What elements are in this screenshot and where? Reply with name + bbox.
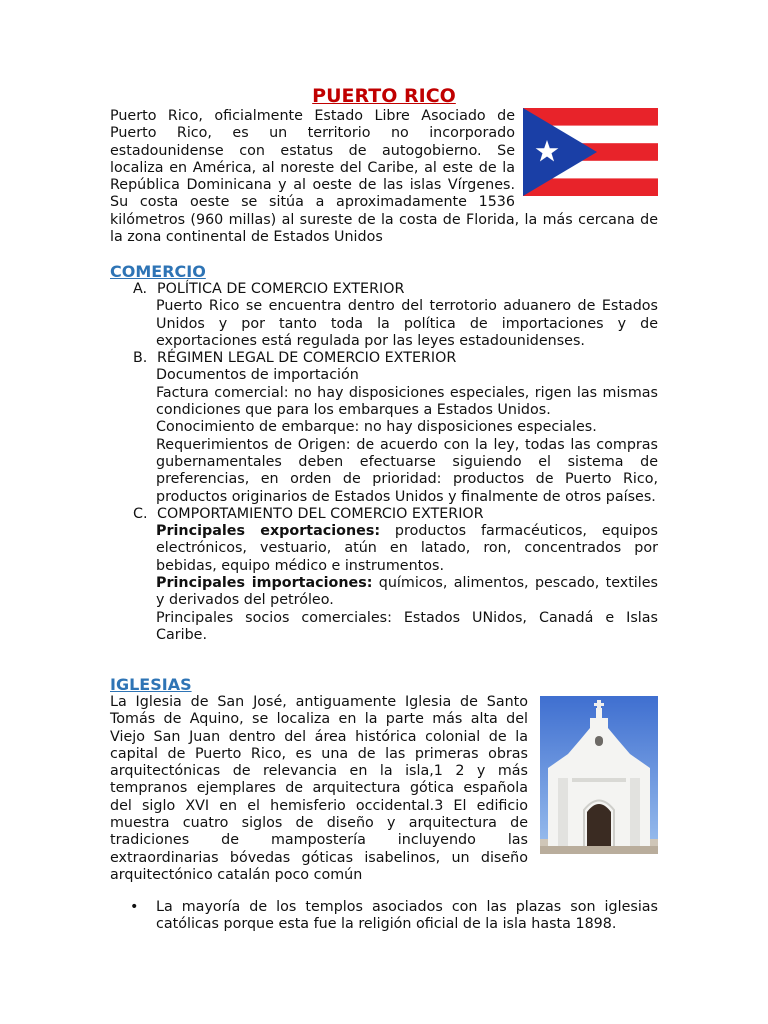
section-a-paragraph: Puerto Rico se encuentra dentro del terrotorio aduanero de Estados Unidos y por tanto toda la política de importaciones y de exportaciones está regulada por las leyes estadounidenses.: [156, 298, 658, 349]
section-c-title: [110, 506, 658, 523]
church-photo-image: [540, 696, 658, 854]
section-b-paragraph-3: Conocimiento de embarque: no hay disposiciones especiales.: [156, 419, 597, 436]
section-b-paragraph-1: Documentos de importación: [156, 367, 359, 384]
iglesias-bullet-item: [110, 899, 658, 934]
page-title: PUERTO RICO: [312, 85, 456, 107]
section-b-paragraph-4: Requerimientos de Origen: de acuerdo con la ley, todas las compras gubernamentales deben efectuarse siguiendo el sistema de preferencias, en orden de prioridad: productos de Puerto Rico, productos originarios de Estados Unidos y finalmente de otros países.: [156, 436, 658, 505]
imports-paragraph: [110, 575, 658, 610]
partners-paragraph: Principales socios comerciales: Estados UNidos, Canadá e Islas Caribe.: [156, 609, 658, 643]
exports-paragraph: [110, 523, 658, 575]
section-b-title: [110, 350, 658, 367]
section-a-heading: POLÍTICA DE COMERCIO EXTERIOR: [157, 281, 405, 297]
section-a-title: [110, 281, 658, 298]
bullet-dot-icon: •: [130, 899, 139, 915]
section-b-heading: RÉGIMEN LEGAL DE COMERCIO EXTERIOR: [157, 350, 457, 367]
exports-label: Principales exportaciones:: [156, 523, 381, 540]
intro-block: [110, 108, 658, 246]
puerto-rico-flag-image: [523, 108, 658, 196]
iglesias-block: [110, 694, 658, 884]
section-c-heading: COMPORTAMIENTO DEL COMERCIO EXTERIOR: [157, 505, 484, 522]
iglesias-heading: IGLESIAS: [110, 675, 192, 694]
imports-label: Principales importaciones:: [156, 575, 373, 592]
comercio-sections: [110, 281, 658, 644]
bullet-text: La mayoría de los templos asociados con las plazas son iglesias católicas porque esta fue la religión oficial de la isla hasta 1898.: [156, 899, 658, 933]
iglesias-paragraph: La Iglesia de San José, antiguamente Iglesia de Santo Tomás de Aquino, se localiza en la parte más alta del Viejo San Juan dentro del área histórica colonial de la capital de Puerto Rico, es una de las primeras obras arquitectónicas de relevancia en la isla,1 2 y más tempranos ejemplares de arquitectura gótica española del siglo XVI en el hemisferio occidental.3 El edificio muestra cuatro siglos de diseño y arquitectura de tradiciones de mampostería incluyendo las extraordinarias bóvedas góticas isabelinos, un diseño arquitectónico catalán poco común: [110, 694, 528, 883]
section-c-letter: C.: [133, 505, 148, 522]
section-b-letter: B.: [133, 350, 148, 367]
intro-paragraph: Puerto Rico, oficialmente Estado Libre Asociado de Puerto Rico, es un territorio no incorporado estadounidense con estatus de autogobierno. Se localiza en América, al noreste del Caribe, al este de la República Dominicana y al oeste de las islas Vírgenes. Su costa oeste se sitúa a aproximadamente 1536 kilómetros (960 millas) al sureste de la costa de Florida, la más cercana de la zona continental de Estados Unidos: [110, 108, 658, 246]
section-a-letter: A.: [133, 281, 148, 297]
comercio-heading: COMERCIO: [110, 262, 206, 281]
section-b-paragraph-2: Factura comercial: no hay disposiciones especiales, rigen las mismas condiciones que para los embarques a Estados Unidos.: [156, 384, 658, 419]
imports-text: químicos, alimentos, pescado, textiles y derivados del petróleo.: [156, 575, 659, 609]
exports-text: productos farmacéuticos, equipos electrónicos, vestuario, atún en latado, ron, concentrados por bebidas, equipo médico e instrumentos.: [156, 523, 659, 574]
